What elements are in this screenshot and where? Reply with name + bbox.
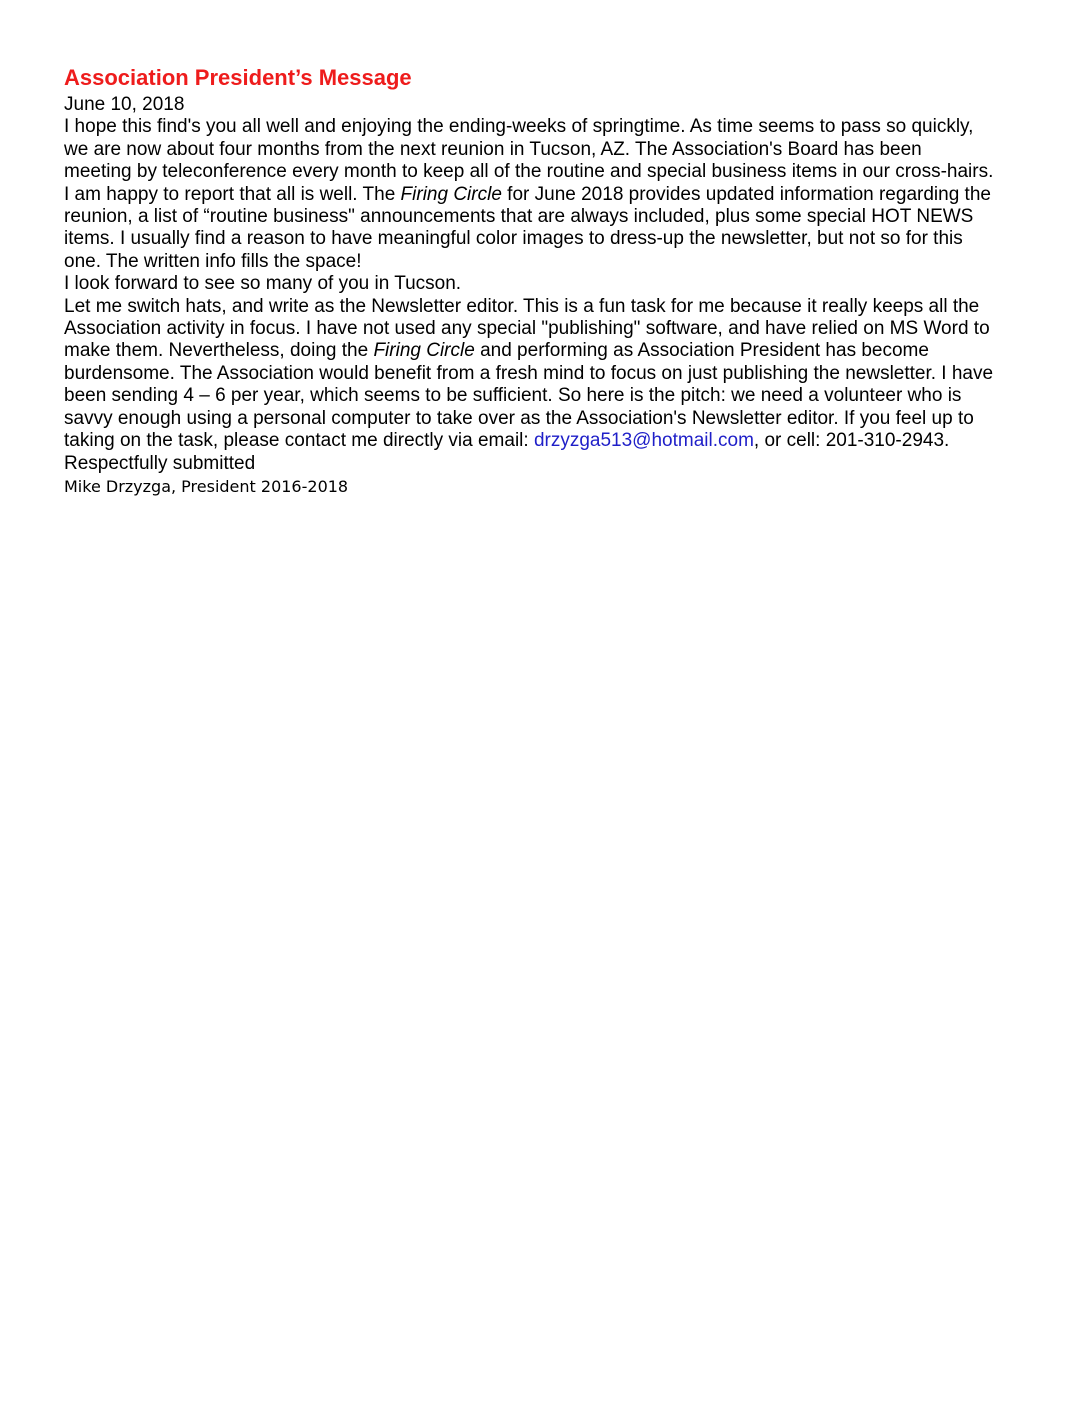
text-line: Let me switch hats, and write as the Newsletter editor. This is a fun task for me because it really keeps all the — [64, 295, 980, 317]
signature: Mike Drzyzga, President 2016-2018 — [64, 476, 349, 496]
text-line: one. The written info fills the space! — [64, 250, 362, 272]
text-fragment: I am happy to report that all is well. The — [64, 183, 401, 205]
text-fragment: and performing as Association President has become — [474, 340, 929, 362]
paragraph-editor — [64, 296, 1028, 453]
text-line — [64, 340, 1028, 362]
text-line: we are now about four months from the next reunion in Tucson, AZ. The Association's Board has been — [64, 138, 922, 160]
text-line: been sending 4 – 6 per year, which seems to be sufficient. So here is the pitch: we need a volunteer who is — [64, 385, 962, 407]
text-fragment: make them. Nevertheless, doing the — [64, 340, 374, 362]
newsletter-name: Firing Circle — [373, 340, 475, 362]
paragraph-tucson: I look forward to see so many of you in Tucson. — [64, 273, 462, 295]
text-fragment: for June 2018 provides updated information regarding the — [501, 183, 991, 205]
text-line: Association activity in focus. I have not used any special "publishing" software, and have relied on MS Word to — [64, 318, 990, 340]
closing-text: Respectfully submitted — [64, 452, 256, 474]
newsletter-name: Firing Circle — [400, 183, 502, 205]
page-title: Association President’s Message — [64, 65, 412, 90]
text-line: I hope this find's you all well and enjoying the ending-weeks of springtime. As time seems to pass so quickly, — [64, 116, 974, 138]
paragraph-intro — [64, 116, 1028, 273]
text-fragment: taking on the task, please contact me directly via email: — [64, 430, 534, 452]
text-line: reunion, a list of “routine business" announcements that are always included, plus some special HOT NEWS — [64, 206, 974, 228]
text-line: items. I usually find a reason to have meaningful color images to dress-up the newsletter, but not so for this — [64, 228, 963, 250]
text-line: meeting by teleconference every month to keep all of the routine and special business items in our cross-hairs. — [64, 161, 994, 183]
text-line: savvy enough using a personal computer to take over as the Association's Newsletter editor. If you feel up to — [64, 407, 974, 429]
text-line — [64, 184, 1028, 206]
text-line: burdensome. The Association would benefit from a fresh mind to focus on just publishing the newsletter. I have — [64, 362, 994, 384]
email-link[interactable]: drzyzga513@hotmail.com — [533, 430, 754, 452]
message-date: June 10, 2018 — [64, 94, 185, 115]
text-fragment: , or cell: 201-310-2943. — [753, 430, 950, 452]
text-line — [64, 430, 1028, 452]
document-page — [64, 64, 1028, 499]
